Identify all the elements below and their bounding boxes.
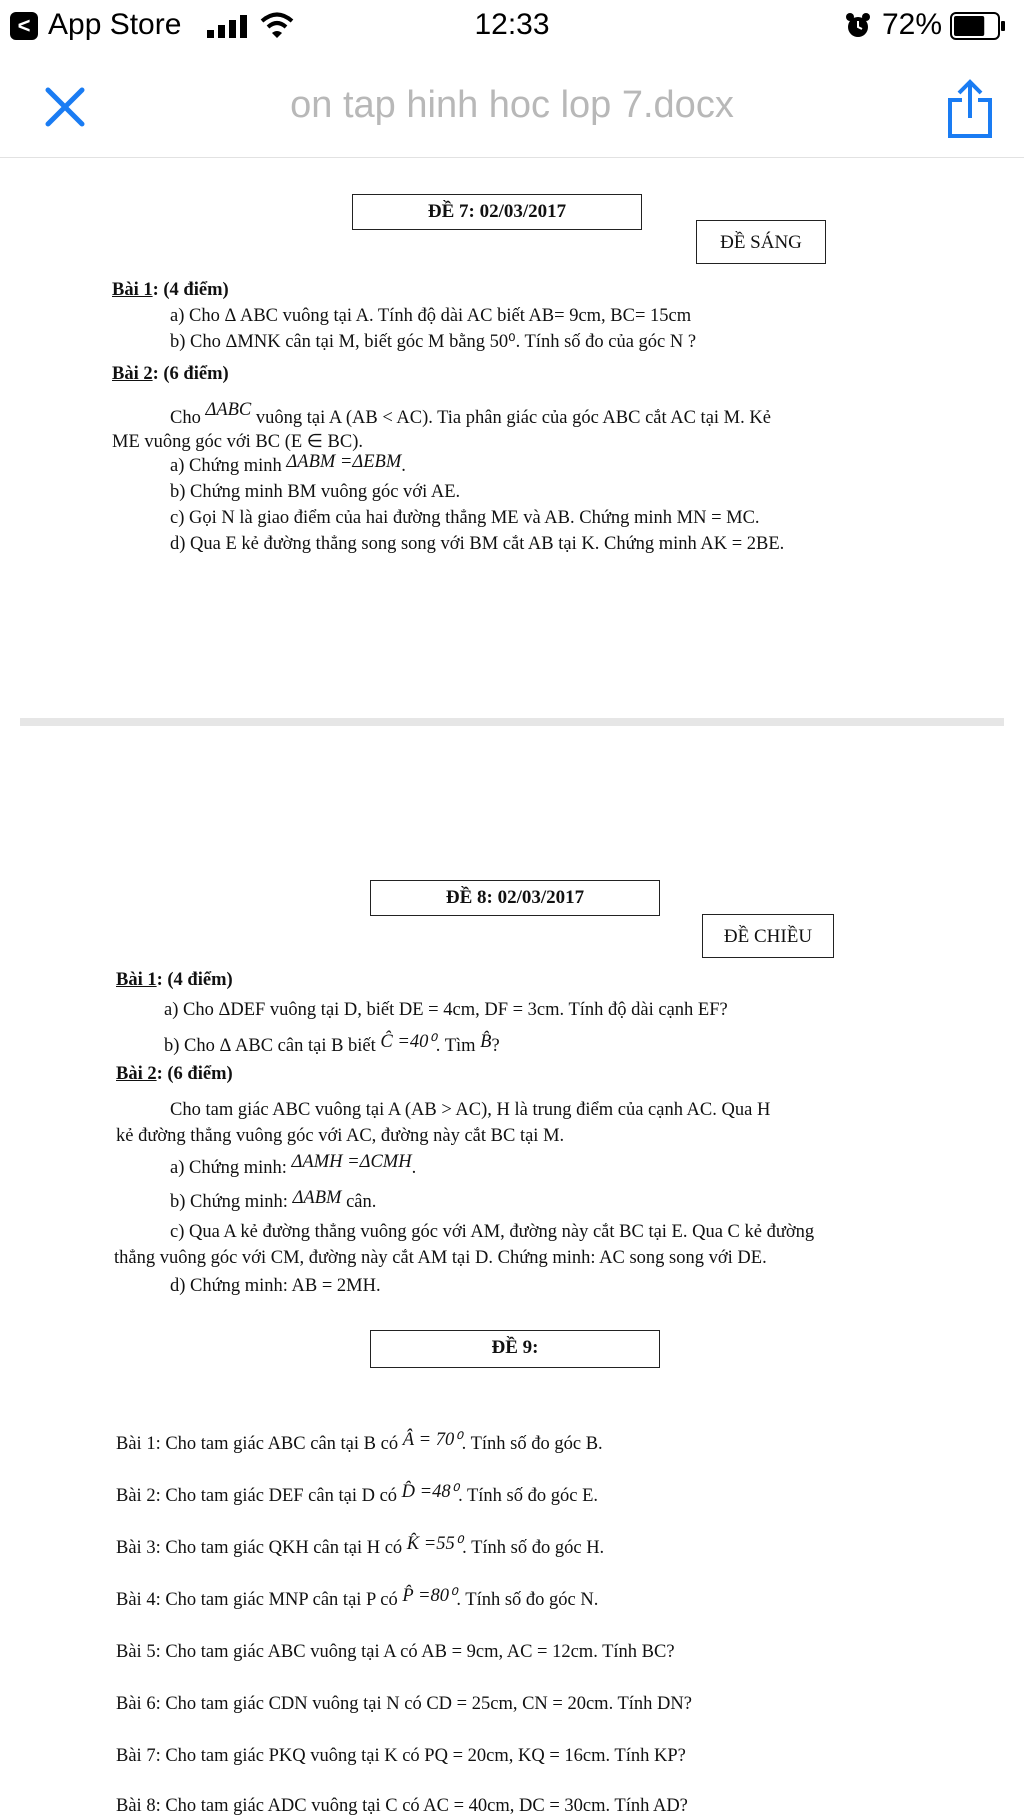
de8-bai1-heading: Bài 1: (4 điểm): [116, 970, 233, 990]
de7-bai2-a: a) Chứng minh ΔABM =ΔEBM.: [170, 452, 406, 476]
de8-bai2-c-1: c) Qua A kẻ đường thẳng vuông góc với AM, đường này cắt BC tại E. Qua C kẻ đường: [170, 1222, 815, 1242]
de9-problem-3: Bài 3: Cho tam giác QKH cân tại H có K̂ =55⁰. Tính số đo góc H.: [116, 1534, 605, 1558]
de8-bai1-a: a) Cho ΔDEF vuông tại D, biết DE = 4cm, DF = 3cm. Tính độ dài cạnh EF?: [164, 1000, 728, 1020]
clock: 12:33: [474, 8, 550, 41]
de9-problem-6: Bài 6: Cho tam giác CDN vuông tại N có CD = 25cm, CN = 20cm. Tính DN?: [116, 1694, 692, 1714]
back-to-app-icon[interactable]: <: [10, 12, 38, 40]
document-title: on tap hinh hoc lop 7.docx: [290, 84, 734, 126]
document-page-2: [20, 728, 1004, 1820]
de8-bai2-b: b) Chứng minh: ΔABM cân.: [170, 1188, 377, 1212]
document-nav-bar: [0, 60, 1024, 158]
alarm-icon: [845, 12, 871, 40]
de7-bai1-b: b) Cho ΔMNK cân tại M, biết góc M bằng 50⁰. Tính số đo của góc N ?: [170, 332, 697, 352]
share-icon[interactable]: [944, 78, 996, 140]
de8-bai2-a: a) Chứng minh: ΔAMH =ΔCMH.: [170, 1152, 417, 1178]
de8-title: ĐỀ 8: 02/03/2017: [370, 880, 660, 916]
de7-bai2-d: d) Qua E kẻ đường thẳng song song với BM cắt AB tại K. Chứng minh AK = 2BE.: [170, 534, 785, 554]
de9-problem-1: Bài 1: Cho tam giác ABC cân tại B có Â = 70⁰. Tính số đo góc B.: [116, 1430, 603, 1454]
battery-icon: [950, 12, 1006, 40]
de7-bai1-heading: Bài 1: (4 điểm): [112, 280, 229, 300]
de9-problem-2: Bài 2: Cho tam giác DEF cân tại D có D̂ =48⁰. Tính số đo góc E.: [116, 1482, 599, 1506]
de8-bai2-intro-2: kẻ đường thẳng vuông góc với AC, đường này cắt BC tại M.: [116, 1126, 565, 1146]
back-to-app-label[interactable]: App Store: [48, 8, 182, 41]
de7-bai1-a: a) Cho Δ ABC vuông tại A. Tính độ dài AC biết AB= 9cm, BC= 15cm: [170, 306, 692, 326]
de8-bai2-intro-1: Cho tam giác ABC vuông tại A (AB > AC), H là trung điểm của cạnh AC. Qua H: [170, 1100, 771, 1120]
de7-session: ĐỀ SÁNG: [696, 220, 826, 264]
de8-bai2-d: d) Chứng minh: AB = 2MH.: [170, 1276, 381, 1296]
status-bar: [0, 0, 1024, 52]
de8-bai1-b: b) Cho Δ ABC cân tại B biết Ĉ =40⁰. Tìm B̂?: [164, 1032, 500, 1056]
de9-problem-4: Bài 4: Cho tam giác MNP cân tại P có P̂ =80⁰. Tính số đo góc N.: [116, 1586, 599, 1610]
de7-bai2-heading: Bài 2: (6 điểm): [112, 364, 229, 384]
de7-bai2-intro-1: Cho ΔABC vuông tại A (AB < AC). Tia phân giác của góc ABC cắt AC tại M. Kẻ: [170, 400, 771, 428]
de8-bai2-c-2: thẳng vuông góc với CM, đường này cắt AM tại D. Chứng minh: AC song song với DE.: [114, 1248, 767, 1268]
battery-percent: 72%: [882, 8, 943, 41]
de9-problem-5: Bài 5: Cho tam giác ABC vuông tại A có AB = 9cm, AC = 12cm. Tính BC?: [116, 1642, 675, 1662]
document-page-1: [20, 160, 1004, 720]
de7-title: ĐỀ 7: 02/03/2017: [352, 194, 642, 230]
de8-bai2-heading: Bài 2: (6 điểm): [116, 1064, 233, 1084]
de9-title: ĐỀ 9:: [370, 1330, 660, 1368]
de7-bai2-c: c) Gọi N là giao điểm của hai đường thẳng ME và AB. Chứng minh MN = MC.: [170, 508, 760, 528]
de9-problem-7: Bài 7: Cho tam giác PKQ vuông tại K có PQ = 20cm, KQ = 16cm. Tính KP?: [116, 1746, 686, 1766]
page-separator: [20, 718, 1004, 726]
de8-session: ĐỀ CHIỀU: [702, 914, 834, 958]
de9-problem-8: Bài 8: Cho tam giác ADC vuông tại C có AC = 40cm, DC = 30cm. Tính AD?: [116, 1796, 688, 1816]
de7-bai2-intro-2: ME vuông góc với BC (E ∈ BC).: [112, 432, 363, 452]
de7-bai2-b: b) Chứng minh BM vuông góc với AE.: [170, 482, 461, 502]
